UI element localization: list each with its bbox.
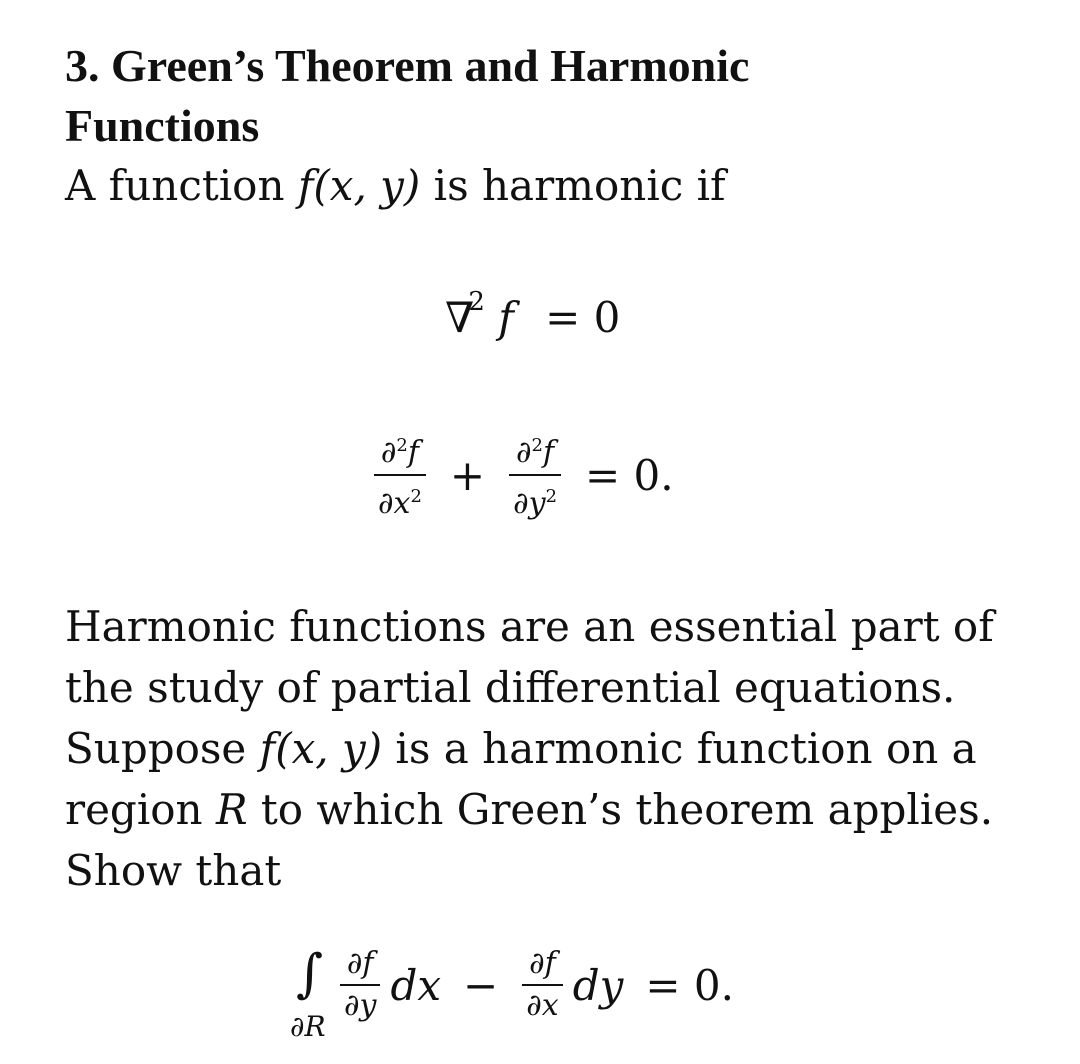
intro-post: is harmonic if — [420, 161, 726, 210]
frac1-den-pow: 2 — [410, 486, 422, 507]
plus-sign: + — [449, 450, 486, 500]
body-line-5: Show that — [65, 846, 282, 895]
dx-term: dx — [390, 960, 442, 1010]
fraction-d2f-dy2 — [509, 427, 561, 523]
fraction-df-dy — [340, 946, 380, 1024]
laplace-equation — [368, 415, 692, 535]
intro-fn: f — [297, 161, 314, 210]
fraction-bar — [522, 984, 562, 986]
fraction-bar — [340, 984, 380, 986]
laplacian-equation — [445, 288, 620, 354]
minus-sign: − — [463, 960, 499, 1010]
fraction-d2f-dx2 — [374, 427, 426, 523]
frac-df-dy-den: ∂y — [344, 988, 377, 1023]
body-paragraph — [65, 596, 1055, 901]
body-line-3: Suppose f(x, y) is a harmonic function on a — [65, 724, 977, 773]
heading-line-2: Functions — [65, 100, 260, 151]
integral — [290, 935, 334, 1043]
frac2-num-partial: ∂ — [516, 435, 532, 470]
body-line-2: the study of partial differential equations. — [65, 663, 956, 712]
integral-boundary: ∂R — [290, 1010, 326, 1043]
frac1-num-partial: ∂ — [380, 435, 397, 470]
frac2-num-pow: 2 — [531, 435, 543, 456]
frac-df-dx-num: ∂f — [529, 946, 556, 981]
frac2-den: ∂y — [513, 486, 546, 521]
intro-args: (x, y) — [313, 161, 421, 210]
line-integral-equation — [290, 935, 752, 1043]
nabla-symbol: ∇ — [445, 293, 475, 342]
frac2-den-pow: 2 — [545, 486, 558, 507]
body-line-1: Harmonic functions are an essential part of — [65, 602, 994, 651]
frac1-num-pow: 2 — [396, 435, 408, 456]
frac1-den: ∂x — [378, 486, 411, 521]
frac1-num-fn: f — [407, 435, 419, 470]
integral-sign: ∫ — [296, 944, 324, 1004]
body-line-4: region R to which Green’s theorem applies. — [65, 785, 994, 834]
laplacian-rhs: = 0 — [545, 293, 621, 342]
frac-df-dy-num: ∂f — [346, 946, 374, 981]
fraction-bar — [374, 474, 426, 476]
frac-df-dx-den: ∂x — [526, 988, 559, 1023]
intro-text — [65, 156, 1045, 216]
laplacian-power: 2 — [468, 287, 485, 317]
heading-line-1: 3. Green’s Theorem and Harmonic — [65, 40, 750, 91]
line-integral-rhs: = 0. — [645, 960, 734, 1010]
laplacian-fn: f — [498, 293, 514, 342]
section-heading — [65, 36, 1025, 156]
fraction-bar — [509, 474, 561, 476]
frac2-num-fn: f — [542, 435, 555, 470]
dy-term: dy — [572, 960, 624, 1010]
intro-pre: A function — [65, 161, 298, 210]
laplace-rhs: = 0. — [585, 450, 674, 500]
fraction-df-dx — [522, 946, 562, 1024]
